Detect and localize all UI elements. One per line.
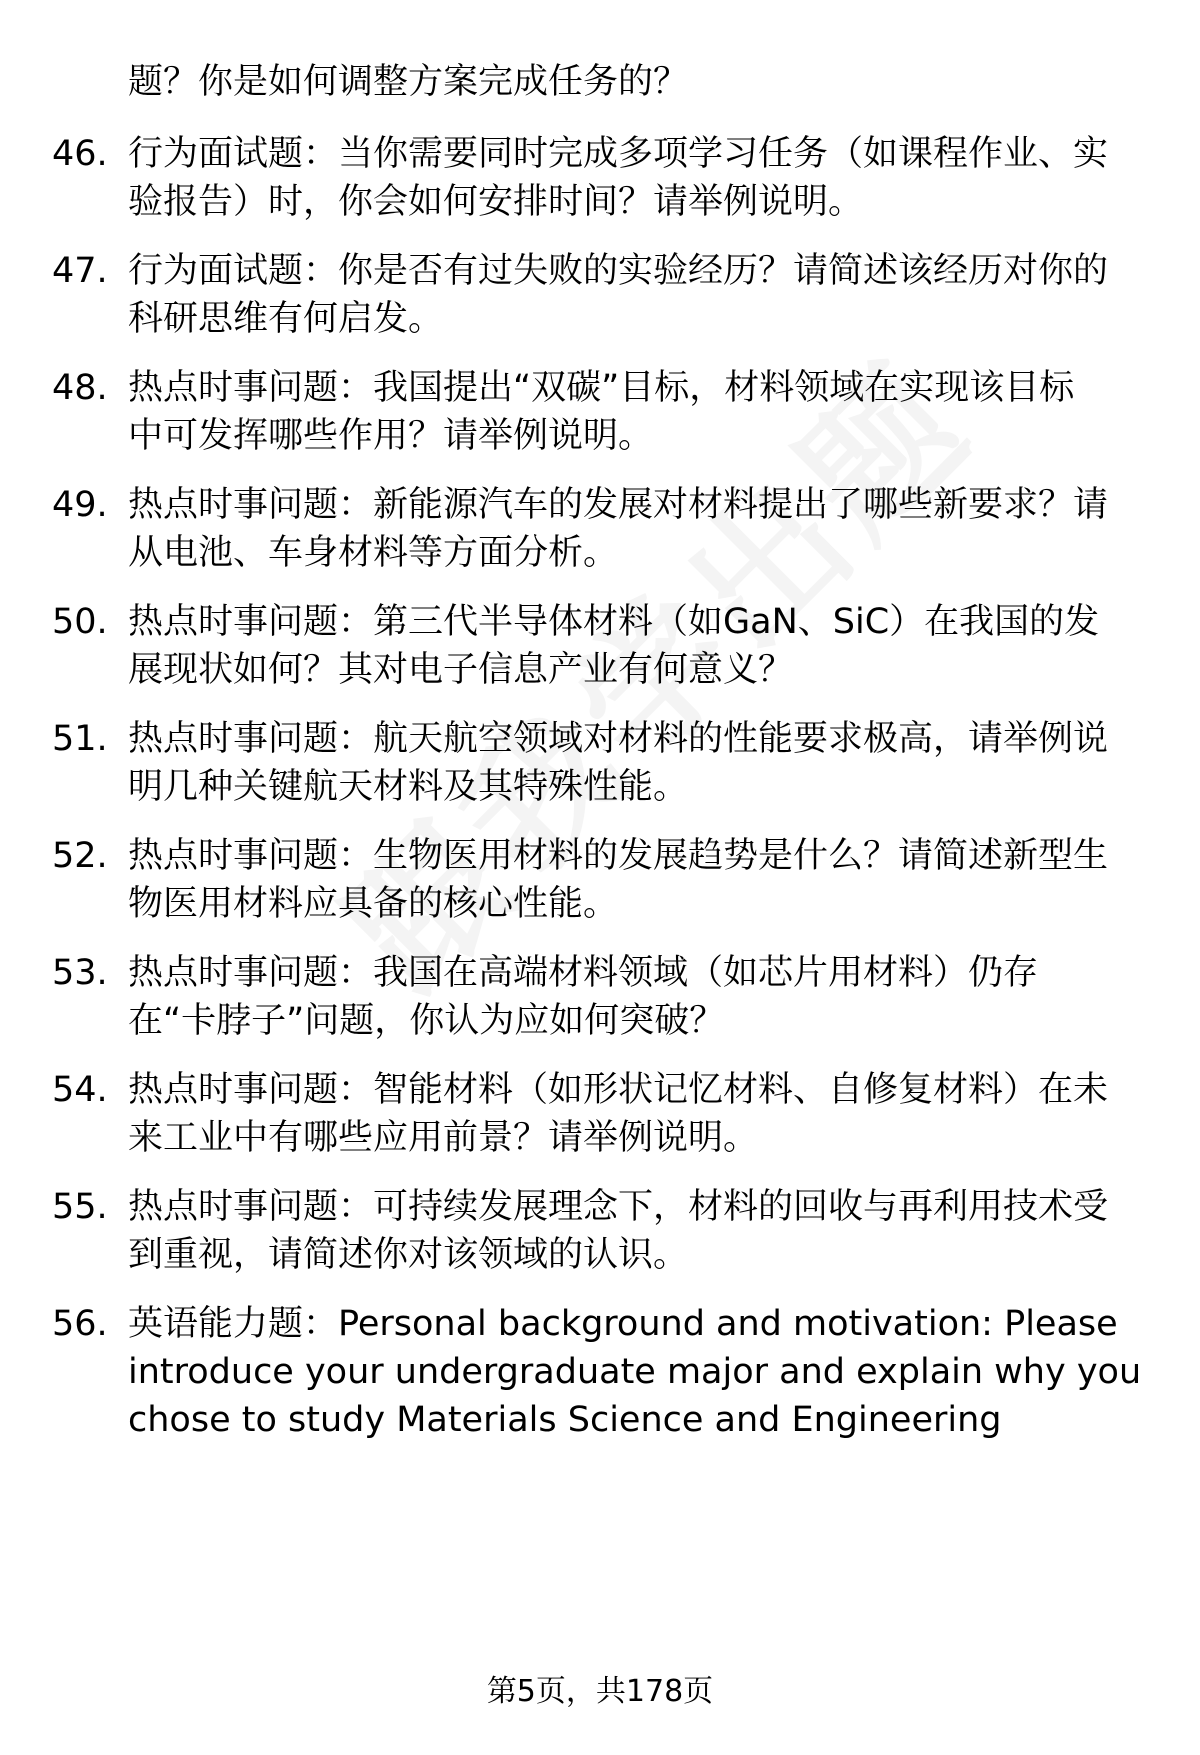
item-number: 55. bbox=[52, 1187, 108, 1227]
item-text: 行为面试题：你是否有过失败的实验经历？请简述该经历对你的 科研思维有何启发。 bbox=[128, 251, 1109, 339]
page-number-footer: 第5页，共178页 bbox=[486, 1674, 714, 1709]
item-number: 49. bbox=[52, 485, 108, 525]
item-text: 热点时事问题：航天航空领域对材料的性能要求极高，请举例说 明几种关键航天材料及其特殊性能。 bbox=[128, 719, 1109, 807]
item-number: 52. bbox=[52, 836, 108, 876]
item-text: 热点时事问题：我国提出“双碳”目标，材料领域在实现该目标 中可发挥哪些作用？请举例说明。 bbox=[128, 368, 1075, 456]
continuation-text: 题？你是如何调整方案完成任务的？ bbox=[128, 62, 689, 102]
item-number: 53. bbox=[52, 953, 108, 993]
item-text: 热点时事问题：生物医用材料的发展趋势是什么？请简述新型生 物医用材料应具备的核心性能。 bbox=[128, 836, 1109, 924]
item-number: 56. bbox=[52, 1304, 108, 1344]
item-text: 热点时事问题：可持续发展理念下，材料的回收与再利用技术受 到重视，请简述你对该领域的认识。 bbox=[128, 1187, 1109, 1275]
item-number: 47. bbox=[52, 251, 108, 291]
item-number: 54. bbox=[52, 1070, 108, 1110]
item-number: 46. bbox=[52, 134, 108, 174]
item-number: 51. bbox=[52, 719, 108, 759]
item-text: 英语能力题：Personal background and motivation: Please introduce your undergraduate major and explain why you chose to study Materials Science and Engineering bbox=[128, 1304, 1142, 1440]
item-text: 行为面试题：当你需要同时完成多项学习任务（如课程作业、实 验报告）时，你会如何安排时间？请举例说明。 bbox=[128, 134, 1109, 222]
item-number: 48. bbox=[52, 368, 108, 408]
item-text: 热点时事问题：第三代半导体材料（如GaN、SiC）在我国的发 展现状如何？其对电子信息产业有何意义？ bbox=[128, 602, 1100, 690]
item-number: 50. bbox=[52, 602, 108, 642]
item-text: 热点时事问题：我国在高端材料领域（如芯片用材料）仍存 在“卡脖子”问题，你认为应如何突破？ bbox=[128, 953, 1039, 1041]
item-text: 热点时事问题：智能材料（如形状记忆材料、自修复材料）在未 来工业中有哪些应用前景？请举例说明。 bbox=[128, 1070, 1109, 1158]
item-text: 热点时事问题：新能源汽车的发展对材料提出了哪些新要求？请 从电池、车身材料等方面分析。 bbox=[128, 485, 1109, 573]
